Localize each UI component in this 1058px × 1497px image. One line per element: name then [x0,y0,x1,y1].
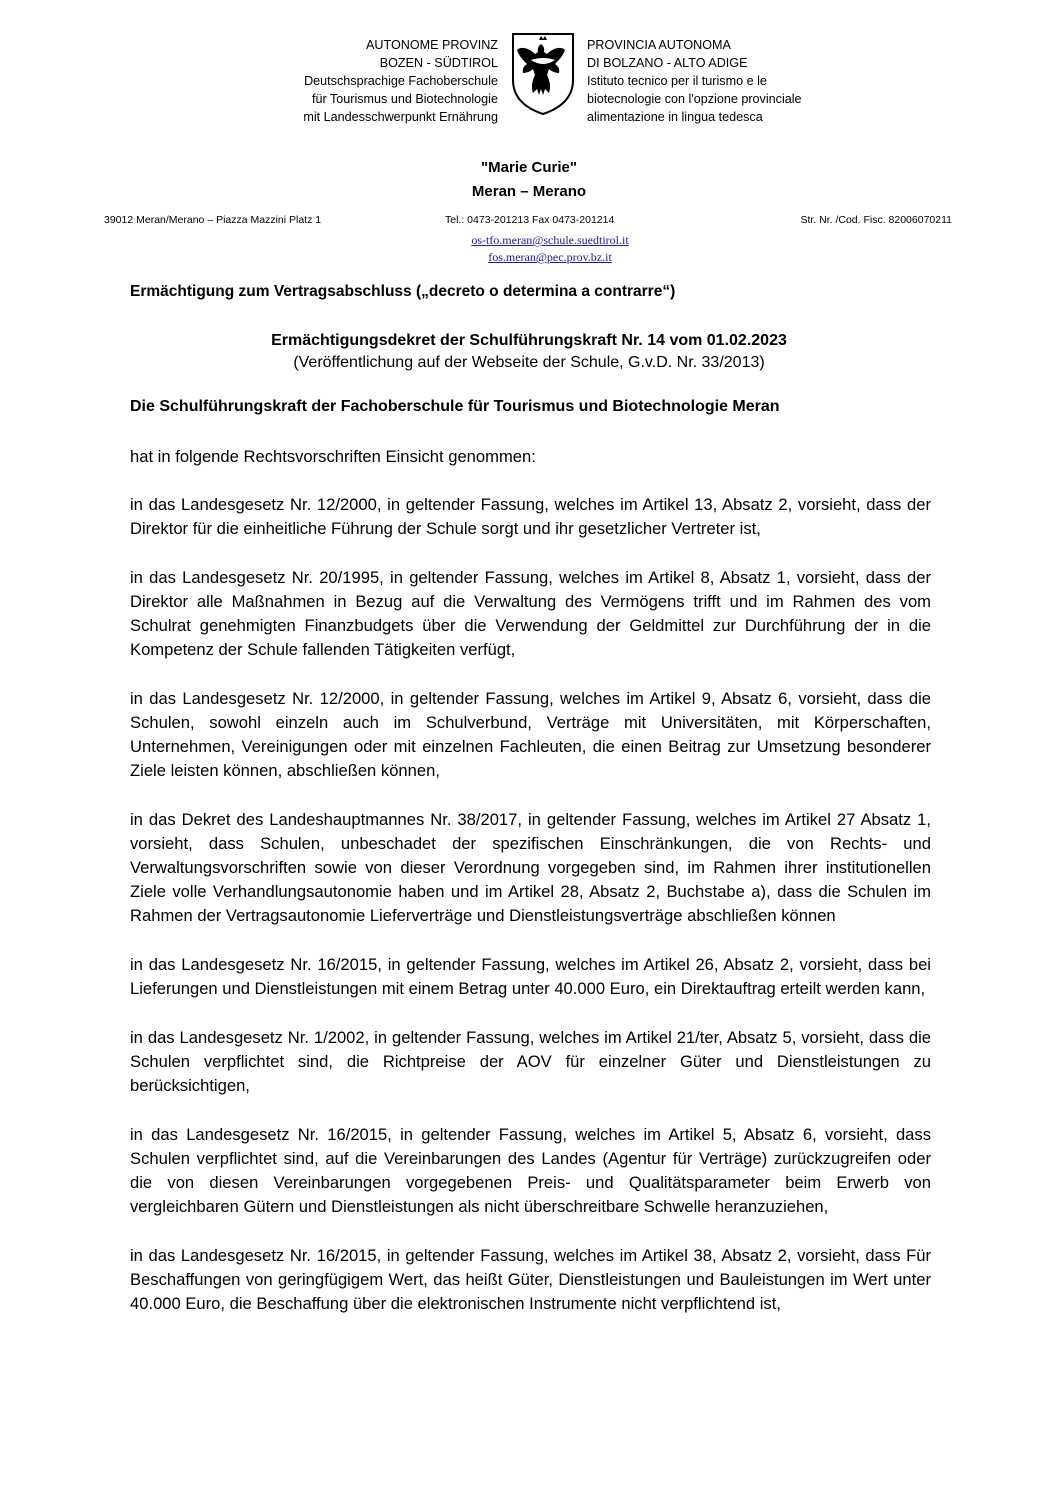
header-german-line: AUTONOME PROVINZ [365,38,498,52]
header-german-line: Deutschsprachige Fachoberschule [304,74,498,88]
header-italian-line: PROVINCIA AUTONOMA [587,38,731,52]
legal-paragraph: in das Landesgesetz Nr. 16/2015, in geltender Fassung, welches im Artikel 26, Absatz 2, vorsieht, dass bei Lieferungen und Dienstleistungen mit einem Betrag unter 40.000 Euro, ein Direktauftrag erteilt werden kann, [130,955,931,998]
document-heading: Ermächtigung zum Vertragsabschluss („decreto o determina a contrarre“) [130,283,676,300]
legal-paragraph: in das Landesgesetz Nr. 16/2015, in geltender Fassung, welches im Artikel 38, Absatz 2, vorsieht, dass Für Beschaffungen von geringfügigem Wert, das heißt Güter, Dienstleistungen und Bauleistungen im Wert unter 40.000 Euro, die Beschaffung über die elektronischen Instrumente nicht verpflichtend ist, [130,1246,931,1313]
school-name: "Marie Curie" [481,159,577,176]
header-german-block [250,36,498,126]
decree-subtitle: (Veröffentlichung auf der Webseite der Schule, G.v.D. Nr. 33/2013) [293,354,765,371]
header-italian-block [587,36,887,126]
email-link-school[interactable]: os-tfo.meran@schule.suedtirol.it [471,233,629,247]
legal-paragraph: in das Landesgesetz Nr. 1/2002, in geltender Fassung, welches im Artikel 21/ter, Absatz 5, vorsieht, dass die Schulen verpflichtet sind, die Richtpreise der AOV für einzelner Güter und Dienstleistungen zu berücksichtigen, [130,1028,931,1095]
legal-paragraph: in das Landesgesetz Nr. 12/2000, in geltender Fassung, welches im Artikel 9, Absatz 6, vorsieht, dass die Schulen, sowohl einzeln auch im Schulverbund, Verträge mit Universitäten, mit Körperschaften, Unternehmen, Vereinigungen oder mit einzelnen Fachleuten, die einen Beitrag zur Umsetzung besonderer Ziele leisten können, abschließen können, [130,689,931,780]
school-name-block [0,156,1058,204]
tax-number: Str. Nr. /Cod. Fisc. 82006070211 [800,214,952,226]
legal-paragraph: in das Landesgesetz Nr. 20/1995, in geltender Fassung, welches im Artikel 8, Absatz 1, vorsieht, dass der Direktor alle Maßnahmen in Bezug auf die Verwaltung des Vermögens trifft und im Rahmen des vom Schulrat genehmigten Finanzbudgets über die Verwendung der Geldmittel zur Durchführung der in die Kompetenz der Schule fallenden Tätigkeiten verfügt, [130,568,931,659]
header-italian-line: alimentazione in lingua tedesca [587,110,763,124]
header-german-line: für Tourismus und Biotechnologie [312,92,498,106]
eagle-crest-icon [509,30,577,116]
phone-fax: Tel.: 0473-201213 Fax 0473-201214 [445,214,615,226]
decree-title-block [0,330,1058,374]
decree-title: Ermächtigungsdekret der Schulführungskraft Nr. 14 vom 01.02.2023 [271,332,787,349]
header-german-line: mit Landesschwerpunkt Ernährung [303,110,498,124]
email-link-pec[interactable]: fos.meran@pec.prov.bz.it [488,250,612,264]
header-italian-line: DI BOLZANO - ALTO ADIGE [587,56,748,70]
school-city: Meran – Merano [471,183,587,200]
document-body [130,445,931,1341]
legal-paragraph: in das Landesgesetz Nr. 12/2000, in geltender Fassung, welches im Artikel 13, Absatz 2, vorsieht, dass der Direktor für die einheitliche Führung der Schule sorgt und ihr gesetzlicher Vertreter ist, [130,495,931,538]
school-address: 39012 Meran/Merano – Piazza Mazzini Platz 1 [104,214,322,226]
legal-paragraph: in das Dekret des Landeshauptmannes Nr. 38/2017, in geltender Fassung, welches im Artikel 27 Absatz 1, vorsieht, dass Schulen, unbeschadet der spezifischen Einschränkungen, die von Rechts- und Verwaltungsvorschriften sowie von dieser Verordnung vorgegeben sind, im Rahmen ihrer institutionellen Ziele volle Verhandlungsautonomie haben und im Artikel 28, Absatz 2, Buchstabe a), dass die Schulen im Rahmen der Vertragsautonomie Lieferverträge und Dienstleistungsverträge abschließen können [130,810,931,925]
header-german-line: BOZEN - SÜDTIROL [379,56,498,70]
legal-paragraph: in das Landesgesetz Nr. 16/2015, in geltender Fassung, welches im Artikel 5, Absatz 6, vorsieht, dass Schulen verpflichtet sind, auf die Vereinbarungen des Landes (Agentur für Verträge) zurückzugreifen oder die von diesen Vereinbarungen vorgegebenen Preis- und Qualitätsparameter beim Erwerb von vergleichbaren Gütern und Dienstleistungen als nicht überschreitbare Schwelle heranzuziehen, [130,1125,931,1216]
email-links [400,232,700,266]
header-italian-line: biotecnologie con l'opzione provinciale [587,92,802,106]
principal-line: Die Schulführungskraft der Fachoberschule für Tourismus und Biotechnologie Meran [130,398,780,415]
intro-paragraph: hat in folgende Rechtsvorschriften Einsicht genommen: [130,447,536,466]
header-italian-line: Istituto tecnico per il turismo e le [587,74,767,88]
